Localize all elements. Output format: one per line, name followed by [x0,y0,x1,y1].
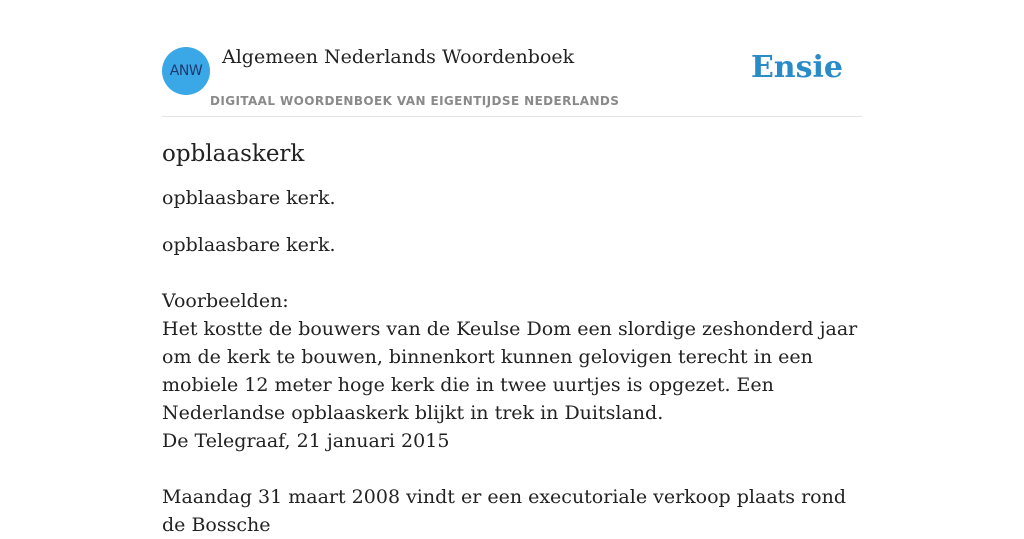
example-item [162,483,867,539]
example-item [162,315,867,455]
ensie-brand-link[interactable]: Ensie [750,50,843,85]
dictionary-subtitle: DIGITAAL WOORDENBOEK VAN EIGENTIJDSE NEDERLANDS [210,94,620,108]
anw-logo[interactable]: ANW [162,47,210,95]
example-text: Het kostte de bouwers van de Keulse Dom een slordige zeshonderd jaar om de kerk te bouwen, binnenkort kunnen gelovigen terecht in een mobiele 12 meter hoge kerk die in twee uurtjes is opgezet. Een Nederlandse opblaaskerk blijkt in trek in Duitsland. [162,318,858,424]
entry-content [162,138,867,539]
example-source: De Telegraaf, 21 januari 2015 [162,430,450,452]
entry-headword: opblaaskerk [162,141,305,167]
example-spacer [162,455,867,483]
entry-definition: opblaasbare kerk. [162,234,336,256]
examples-label: Voorbeelden: [162,290,289,312]
dictionary-title[interactable]: Algemeen Nederlands Woordenboek [222,46,575,68]
entry-summary: opblaasbare kerk. [162,187,336,209]
site-header [162,0,862,117]
example-text: Maandag 31 maart 2008 vindt er een executoriale verkoop plaats rond de Bossche [162,486,846,536]
